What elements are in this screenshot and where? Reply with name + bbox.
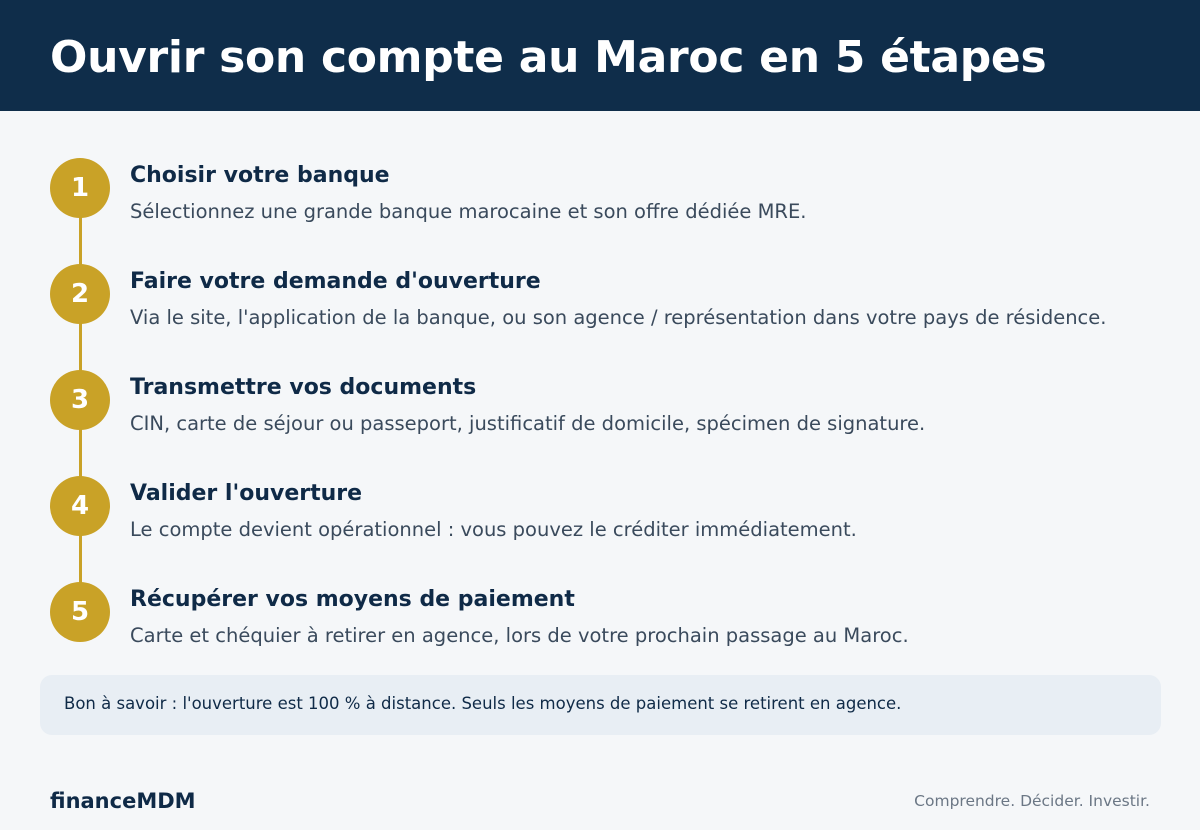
step-number-badge: 5 bbox=[50, 582, 110, 642]
step-title: Faire votre demande d'ouverture bbox=[130, 269, 541, 294]
step-description: Le compte devient opérationnel : vous pouvez le créditer immédiatement. bbox=[130, 518, 857, 541]
page-title: Ouvrir son compte au Maroc en 5 étapes bbox=[50, 32, 1047, 83]
step-description: Carte et chéquier à retirer en agence, lors de votre prochain passage au Maroc. bbox=[130, 624, 909, 647]
step-title: Récupérer vos moyens de paiement bbox=[130, 587, 575, 612]
step-description: Via le site, l'application de la banque, ou son agence / représentation dans votre pays de résidence. bbox=[130, 306, 1107, 329]
brand-logo-text: financeMDM bbox=[50, 789, 196, 813]
step-title: Transmettre vos documents bbox=[130, 375, 477, 400]
header-banner bbox=[0, 0, 1200, 111]
step-description: Sélectionnez une grande banque marocaine et son offre dédiée MRE. bbox=[130, 200, 807, 223]
info-note-box bbox=[40, 675, 1161, 735]
step-title: Valider l'ouverture bbox=[130, 481, 363, 506]
brand-tagline: Comprendre. Décider. Investir. bbox=[914, 792, 1150, 810]
step-number-badge: 3 bbox=[50, 370, 110, 430]
step-number-badge: 2 bbox=[50, 264, 110, 324]
timeline-connector bbox=[79, 428, 82, 482]
info-note-text: Bon à savoir : l'ouverture est 100 % à distance. Seuls les moyens de paiement se retirent en agence. bbox=[64, 694, 902, 713]
timeline-connector bbox=[79, 534, 82, 588]
step-description: CIN, carte de séjour ou passeport, justificatif de domicile, spécimen de signature. bbox=[130, 412, 926, 435]
step-title: Choisir votre banque bbox=[130, 163, 390, 188]
step-number-badge: 4 bbox=[50, 476, 110, 536]
timeline-connector bbox=[79, 322, 82, 376]
timeline-connector bbox=[79, 216, 82, 270]
step-number-badge: 1 bbox=[50, 158, 110, 218]
